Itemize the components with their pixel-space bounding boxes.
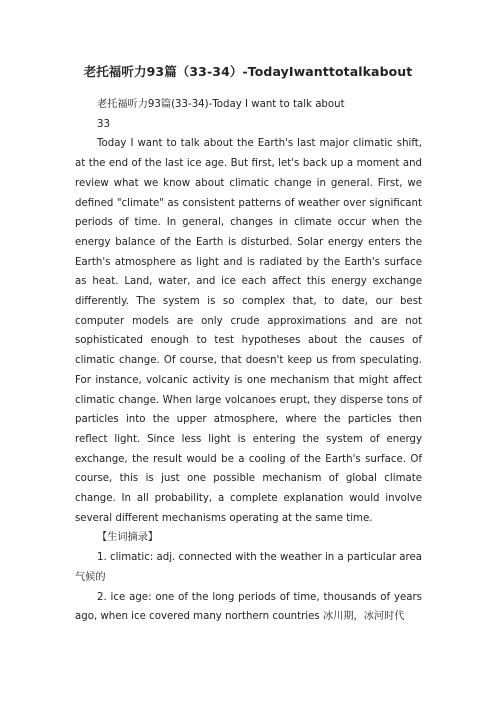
vocab-heading: 【生词摘录】	[97, 532, 159, 544]
document-body	[75, 95, 422, 627]
vocab-item: 2. ice age: one of the long periods of time, thousands of years ago, when ice covered many northern countries 冰川期，冰河时代	[75, 591, 422, 623]
section-number: 33	[97, 118, 110, 130]
document-title: 老托福听力93篇（33-34）-TodayIwanttotalkabout	[83, 64, 413, 79]
vocab-item: 1. climatic: adj. connected with the weather in a particular area 气候的	[75, 552, 422, 583]
document-subtitle: 老托福听力93篇(33-34)-Today I want to talk about	[97, 99, 345, 110]
lecture-paragraph: Today I want to talk about the Earth's last major climatic shift, at the end of the last ice age. But first, let's back up a moment and review what we know about climatic change in general. First, we defined "climate" as consistent patterns of weather over significant periods of time. In general, changes in climate occur when the energy balance of the Earth is disturbed. Solar energy enters the Earth's atmosphere as light and is radiated by the Earth's surface as heat. Land, water, and ice each affect this energy exchange differently. The system is so complex that, to date, our best computer models are only crude approximations and are not sophisticated enough to test hypotheses about the causes of climatic change. Of course, that doesn't keep us from speculating. For instance, volcanic activity is one mechanism that might affect climatic change. When large volcanoes erupt, they disperse tons of particles into the upper atmosphere, where the particles then reflect light. Since less light is entering the system of energy exchange, the result would be a cooling of the Earth's surface. Of course, this is just one possible mechanism of global climate change. In all probability, a complete explanation would involve several different mechanisms operating at the same time.	[75, 138, 422, 524]
